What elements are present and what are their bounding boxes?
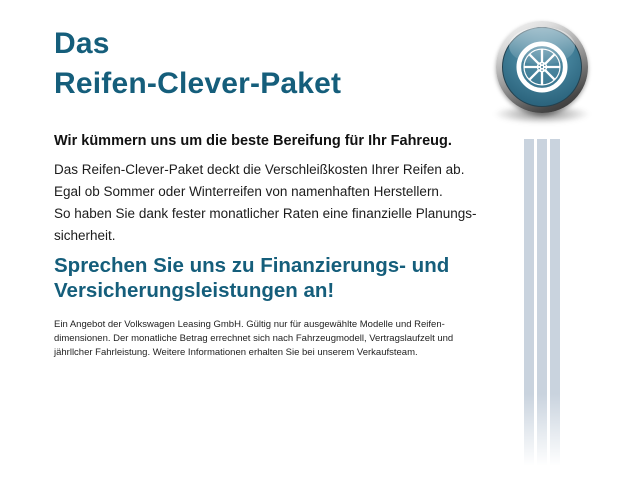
legal-text xyxy=(54,318,453,360)
cta-line1: Sprechen Sie uns zu Finanzierungs- und xyxy=(54,254,450,277)
cta-line2: Versicherungsleistungen an! xyxy=(54,279,335,302)
stripe xyxy=(550,139,560,466)
stripe xyxy=(537,139,547,466)
body-line: Das Reifen-Clever-Paket deckt die Verschleißkosten Ihrer Reifen ab. xyxy=(54,162,465,177)
body-line: So haben Sie dank fester monatlicher Raten eine finanzielle Planungs- xyxy=(54,206,477,221)
page-title xyxy=(54,24,341,104)
subheadline: Wir kümmern uns um die beste Bereifung für Ihr Fahreug. xyxy=(54,133,452,149)
legal-line: dimensionen. Der monatliche Betrag errechnet sich nach Fahrzeugmodell, Vertragslaufzelt und xyxy=(54,333,454,344)
cta-headline xyxy=(54,253,449,303)
body-line: sicherheit. xyxy=(54,228,116,243)
tire-wheel-badge xyxy=(496,21,588,113)
legal-line: Ein Angebot der Volkswagen Leasing GmbH. Gültig nur für ausgewählte Modelle und Reifen- xyxy=(54,319,445,330)
page-title-line2: Reifen-Clever-Paket xyxy=(54,67,342,100)
page-title-line1: Das xyxy=(54,27,110,60)
tire-wheel-icon xyxy=(513,38,571,96)
stripe xyxy=(524,139,534,466)
body-line: Egal ob Sommer oder Winterreifen von namenhaften Herstellern. xyxy=(54,184,443,199)
body-copy xyxy=(54,159,477,247)
legal-line: jährllcher Fahrleistung. Weitere Informationen erhalten Sie bei unserem Verkaufsteam. xyxy=(54,347,418,358)
decorative-stripes xyxy=(524,139,560,466)
